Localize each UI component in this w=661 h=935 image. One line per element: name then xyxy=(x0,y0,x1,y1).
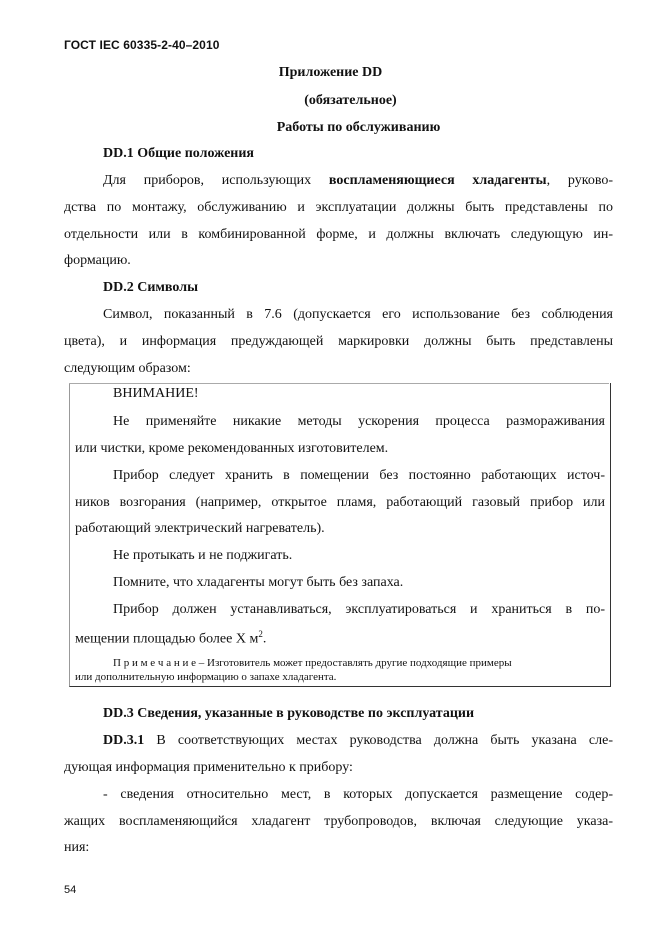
warning-title: ВНИМАНИЕ! xyxy=(113,386,199,401)
warning-p3: Не протыкать и не поджигать. xyxy=(113,548,293,563)
page-number: 54 xyxy=(64,884,77,896)
warning-p4: Помните, что хладагенты могут быть без запаха. xyxy=(113,575,404,590)
section-dd3-bullet-line-2: жащих воспламеняющийся хладагент трубопроводов, включая следующие указа- xyxy=(64,814,613,829)
section-dd1-heading: DD.1 Общие положения xyxy=(103,146,254,161)
section-dd3-bullet-line-3: ния: xyxy=(64,840,90,855)
warning-p5-line-1: Прибор должен устанавливаться, эксплуатироваться и храниться в по- xyxy=(113,602,605,617)
section-dd1-line-4: формацию. xyxy=(64,253,131,268)
warning-p2-line-3: работающий электрический нагреватель). xyxy=(75,521,325,536)
warning-p2-line-1: Прибор следует хранить в помещении без постоянно работающих источ- xyxy=(113,468,605,483)
section-dd2-line-2: цвета), и информация предуждающей маркировки должны быть представлены xyxy=(64,334,613,349)
warning-note-line-2: или дополнительную информацию о запахе хладагента. xyxy=(75,671,337,683)
warning-box-top-border xyxy=(69,383,609,384)
section-dd1-line-3: отдельности или в комбинированной форме, и должны включать следующую ин- xyxy=(64,227,613,242)
section-dd2-heading: DD.2 Символы xyxy=(103,280,198,295)
section-dd2-line-1: Символ, показанный в 7.6 (допускается его использование без соблюдения xyxy=(103,307,613,322)
section-dd2-line-3: следующим образом: xyxy=(64,361,191,376)
section-dd3-line-1: DD.3.1 В соответствующих местах руководства должна быть указана сле- xyxy=(103,733,613,748)
appendix-status: (обязательное) xyxy=(304,93,397,108)
section-dd1-line-1: Для приборов, использующих воспламеняющиеся хладагенты, руково- xyxy=(103,173,613,188)
warning-p2-line-2: ников возгорания (например, открытое пламя, работающий газовый прибор или xyxy=(75,495,605,510)
section-dd3-line-2: дующая информация применительно к прибору: xyxy=(64,760,353,775)
warning-note-line-1: П р и м е ч а н и е – Изготовитель может предоставлять другие подходящие примеры xyxy=(113,657,512,669)
section-dd3-heading: DD.3 Сведения, указанные в руководстве по эксплуатации xyxy=(103,706,475,721)
section-dd1-line-2: дства по монтажу, обслуживанию и эксплуатации должны быть представлены по xyxy=(64,200,613,215)
warning-p1-line-1: Не применяйте никакие методы ускорения процесса размораживания xyxy=(113,414,605,429)
appendix-title: Приложение DD xyxy=(278,65,383,80)
warning-p1-line-2: или чистки, кроме рекомендованных изготовителем. xyxy=(75,441,389,456)
warning-p5-line-2: мещении площадью более X $м^2$. xyxy=(75,629,267,647)
appendix-subtitle: Работы по обслуживанию xyxy=(276,120,441,135)
section-dd3-bullet-line-1: - сведения относительно мест, в которых допускается размещение содер- xyxy=(103,787,613,802)
document-standard-code: ГОСТ IEC 60335-2-40–2010 xyxy=(64,38,220,52)
